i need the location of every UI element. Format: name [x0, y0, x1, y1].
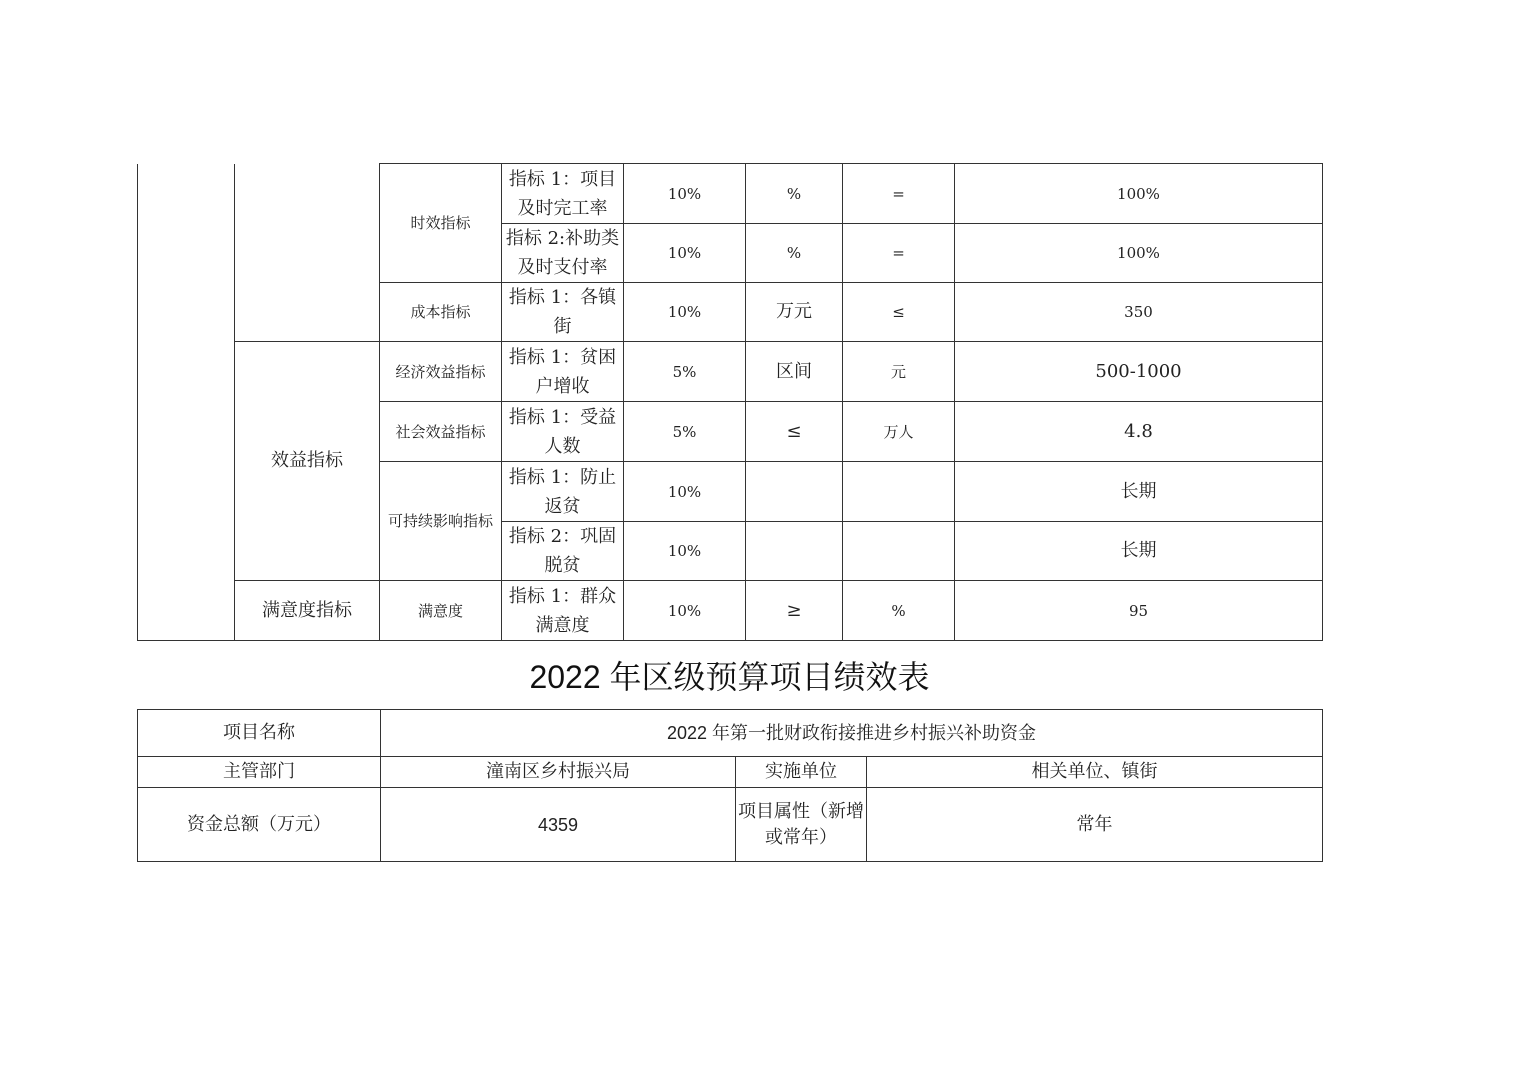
unit-cell [746, 522, 843, 581]
target-cell: 长期 [955, 462, 1323, 522]
target-cell: 长期 [955, 522, 1323, 581]
indicator-cell: 指标 1：受益人数 [502, 402, 624, 462]
operator-cell: = [843, 164, 955, 224]
unit-cell: ≤ [746, 402, 843, 462]
weight-cell: 10% [624, 224, 746, 283]
unit-cell: ≥ [746, 581, 843, 641]
indicator-cell: 指标 1：各镇街 [502, 283, 624, 342]
target-cell: 100% [955, 164, 1323, 224]
target-cell: 95 [955, 581, 1323, 641]
target-cell: 4.8 [955, 402, 1323, 462]
operator-cell: = [843, 224, 955, 283]
operator-cell: 元 [843, 342, 955, 402]
department-value: 潼南区乡村振兴局 [381, 757, 736, 788]
group-cost: 成本指标 [380, 283, 502, 342]
page-title: 2022 年区级预算项目绩效表 [529, 659, 930, 695]
unit-cell [746, 462, 843, 522]
weight-cell: 10% [624, 581, 746, 641]
unit-cell: % [746, 224, 843, 283]
target-cell: 100% [955, 224, 1323, 283]
weight-cell: 10% [624, 462, 746, 522]
unit-cell: 区间 [746, 342, 843, 402]
project-attribute-label: 项目属性（新增或常年） [736, 788, 867, 862]
weight-cell: 5% [624, 402, 746, 462]
weight-cell: 10% [624, 522, 746, 581]
indicator-cell: 指标 1：项目及时完工率 [502, 164, 624, 224]
indicator-cell: 指标 1：贫困户增收 [502, 342, 624, 402]
blank-second-level-cell [235, 164, 380, 342]
unit-cell: % [746, 164, 843, 224]
operator-cell [843, 522, 955, 581]
indicator-cell: 指标 2：巩固脱贫 [502, 522, 624, 581]
group-sustainable: 可持续影响指标 [380, 462, 502, 581]
operator-cell: % [843, 581, 955, 641]
operator-cell: ≤ [843, 283, 955, 342]
group-social: 社会效益指标 [380, 402, 502, 462]
fund-total-label: 资金总额（万元） [138, 788, 381, 862]
implementer-value: 相关单位、镇街 [867, 757, 1323, 788]
project-attribute-value: 常年 [867, 788, 1323, 862]
target-cell: 350 [955, 283, 1323, 342]
weight-cell: 10% [624, 283, 746, 342]
weight-cell: 5% [624, 342, 746, 402]
implementer-label: 实施单位 [736, 757, 867, 788]
operator-cell: 万人 [843, 402, 955, 462]
group-satisfaction: 满意度 [380, 581, 502, 641]
group-timeliness: 时效指标 [380, 164, 502, 283]
group-benefit: 效益指标 [235, 342, 380, 581]
operator-cell [843, 462, 955, 522]
project-name-label: 项目名称 [138, 710, 381, 757]
target-cell: 500-1000 [955, 342, 1323, 402]
project-info-table [137, 709, 1323, 862]
unit-cell: 万元 [746, 283, 843, 342]
indicator-cell: 指标 2:补助类及时支付率 [502, 224, 624, 283]
indicator-cell: 指标 1：群众满意度 [502, 581, 624, 641]
department-label: 主管部门 [138, 757, 381, 788]
indicator-cell: 指标 1：防止返贫 [502, 462, 624, 522]
fund-total-value: 4359 [381, 788, 736, 862]
blank-first-level-cell [138, 164, 235, 641]
group-satisfaction-indicator: 满意度指标 [235, 581, 380, 641]
group-economic: 经济效益指标 [380, 342, 502, 402]
weight-cell: 10% [624, 164, 746, 224]
project-name-value: 2022 年第一批财政衔接推进乡村振兴补助资金 [381, 710, 1323, 757]
performance-indicator-table [137, 163, 1323, 641]
